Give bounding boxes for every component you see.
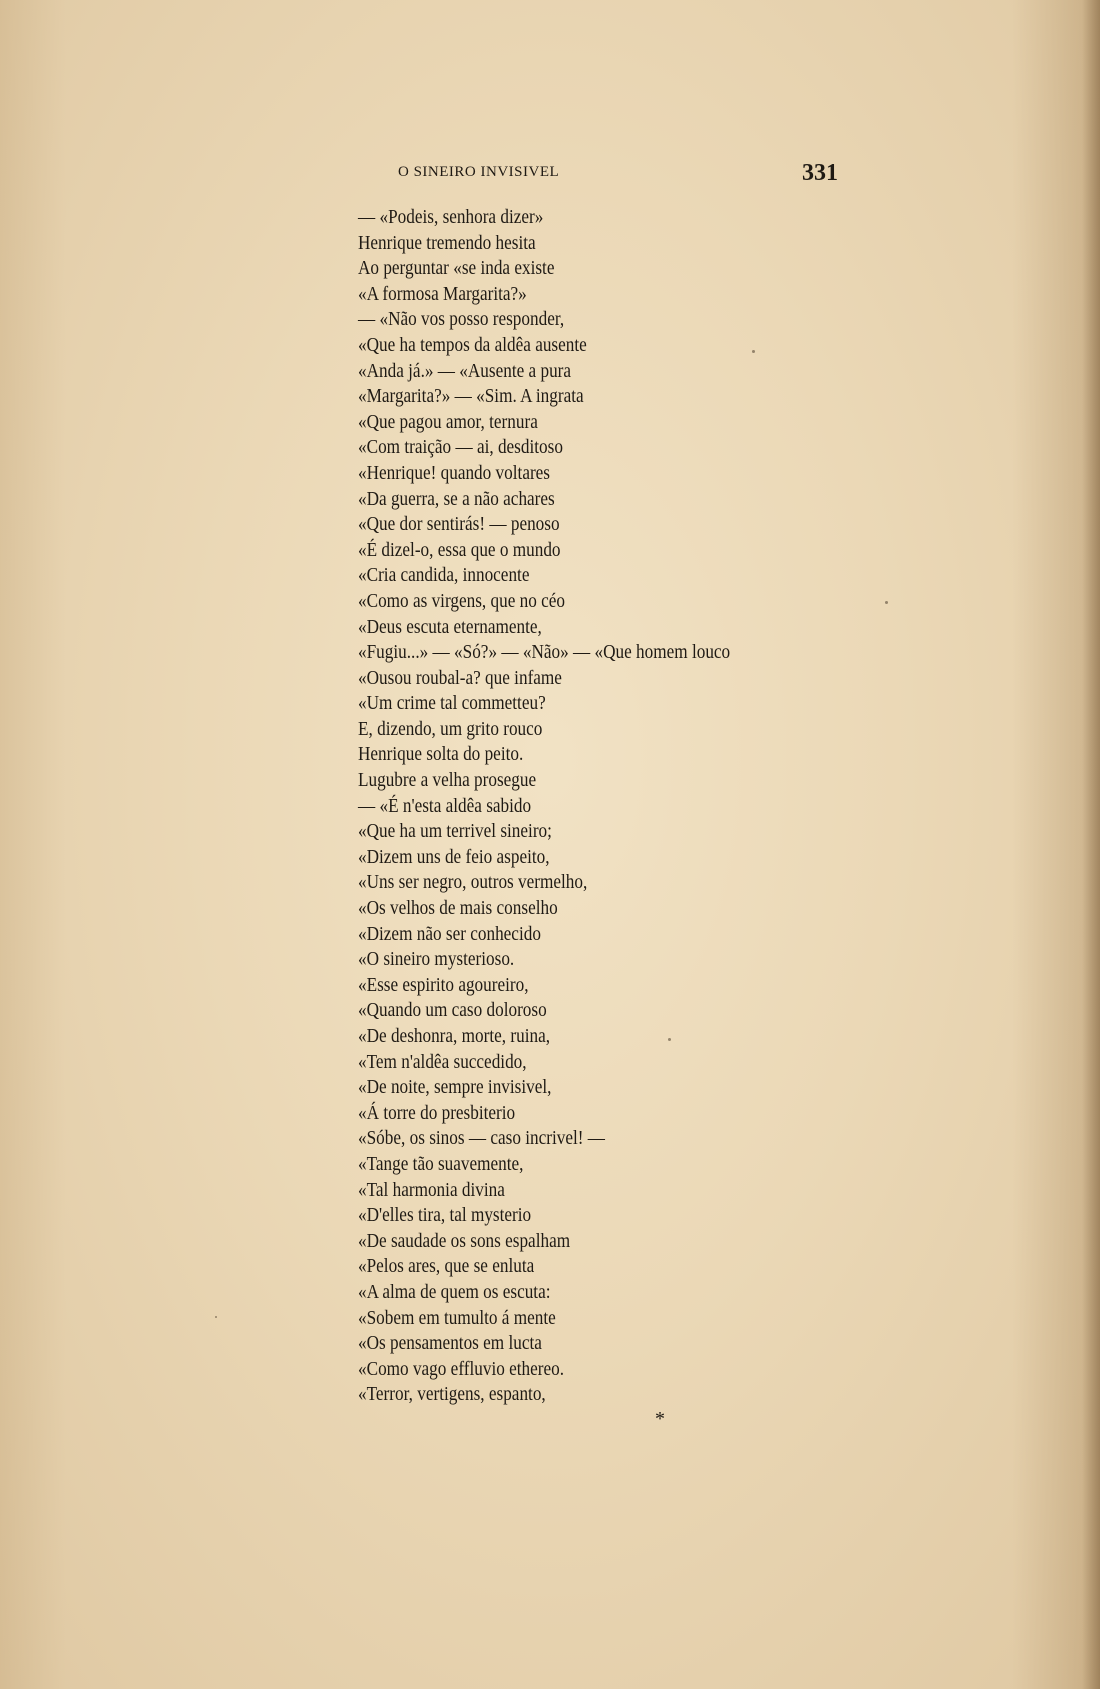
- footer-asterisk: *: [655, 1408, 665, 1430]
- poem-line: Ao perguntar «se inda existe: [358, 257, 555, 280]
- poem-line: «Esse espirito agoureiro,: [358, 973, 529, 996]
- poem-line: «Cria candida, innocente: [358, 564, 530, 587]
- poem-line: «Quando um caso doloroso: [358, 999, 547, 1022]
- poem-line: «Os velhos de mais conselho: [358, 897, 558, 920]
- poem-line: Henrique tremendo hesita: [358, 231, 536, 254]
- poem-line: «A alma de quem os escuta:: [358, 1280, 551, 1303]
- poem-line: «De noite, sempre invisivel,: [358, 1076, 552, 1099]
- poem-line: «D'elles tira, tal mysterio: [358, 1204, 532, 1227]
- poem-line: «Anda já.» — «Ausente a pura: [358, 359, 572, 382]
- page-header: [398, 160, 838, 190]
- paper-speck: [668, 1038, 671, 1041]
- poem-line: «Ousou roubal-a? que infame: [358, 666, 562, 689]
- poem-line: «O sineiro mysterioso.: [358, 948, 515, 971]
- poem-line: «Dizem não ser conhecido: [358, 922, 541, 945]
- poem-line: «Á torre do presbiterio: [358, 1101, 516, 1124]
- poem-line: «Que pagou amor, ternura: [358, 410, 538, 433]
- poem-line: «Sóbe, os sinos — caso incrivel! —: [358, 1127, 605, 1150]
- poem-line: Lugubre a velha prosegue: [358, 769, 537, 792]
- poem-line: «A formosa Margarita?»: [358, 282, 527, 305]
- poem-text: [358, 205, 878, 1408]
- poem-line: «Terror, vertigens, espanto,: [358, 1383, 546, 1406]
- poem-line: «Um crime tal commetteu?: [358, 692, 546, 715]
- poem-line: «Como vago effluvio ethereo.: [358, 1357, 565, 1380]
- poem-line: «Tange tão suavemente,: [358, 1152, 524, 1175]
- poem-line: «Com traição — ai, desditoso: [358, 436, 563, 459]
- poem-line: «Tal harmonia divina: [358, 1178, 505, 1201]
- poem-line: «Uns ser negro, outros vermelho,: [358, 871, 588, 894]
- poem-line: «Tem n'aldêa succedido,: [358, 1050, 527, 1073]
- poem-line: «Sobem em tumulto á mente: [358, 1306, 556, 1329]
- poem-line: «Pelos ares, que se enluta: [358, 1255, 535, 1278]
- page-number: 331: [802, 160, 838, 186]
- paper-speck: [752, 350, 755, 353]
- poem-line: «Dizem uns de feio aspeito,: [358, 845, 550, 868]
- poem-line: «Os pensamentos em lucta: [358, 1332, 542, 1355]
- poem-line: «Henrique! quando voltares: [358, 461, 551, 484]
- poem-line: «Que ha um terrivel sineiro;: [358, 820, 552, 843]
- paper-speck: [215, 1316, 217, 1318]
- poem-line: «Que dor sentirás! — penoso: [358, 513, 560, 536]
- poem-line: «Como as virgens, que no céo: [358, 589, 566, 612]
- poem-line: «Que ha tempos da aldêa ausente: [358, 333, 587, 356]
- running-title: O SINEIRO INVISIVEL: [398, 164, 560, 180]
- poem-line: «De deshonra, morte, ruina,: [358, 1025, 551, 1047]
- poem-line: — «Não vos posso responder,: [358, 308, 565, 331]
- poem-line: E, dizendo, um grito rouco: [358, 717, 543, 740]
- page-edge-shadow: [1082, 0, 1100, 1689]
- poem-line: — «É n'esta aldêa sabido: [358, 794, 532, 817]
- poem-line: Henrique solta do peito.: [358, 743, 524, 766]
- poem-line: «Da guerra, se a não achares: [358, 487, 555, 510]
- paper-speck: [885, 601, 888, 604]
- poem-line: «De saudade os sons espalham: [358, 1229, 571, 1252]
- poem-line: — «Podeis, senhora dizer»: [358, 206, 544, 228]
- poem-line: «Deus escuta eternamente,: [358, 615, 542, 638]
- poem-line: «É dizel-o, essa que o mundo: [358, 538, 561, 561]
- poem-line: «Margarita?» — «Sim. A ingrata: [358, 385, 584, 408]
- poem-line: «Fugiu...» — «Só?» — «Não» — «Que homem louco: [358, 641, 731, 664]
